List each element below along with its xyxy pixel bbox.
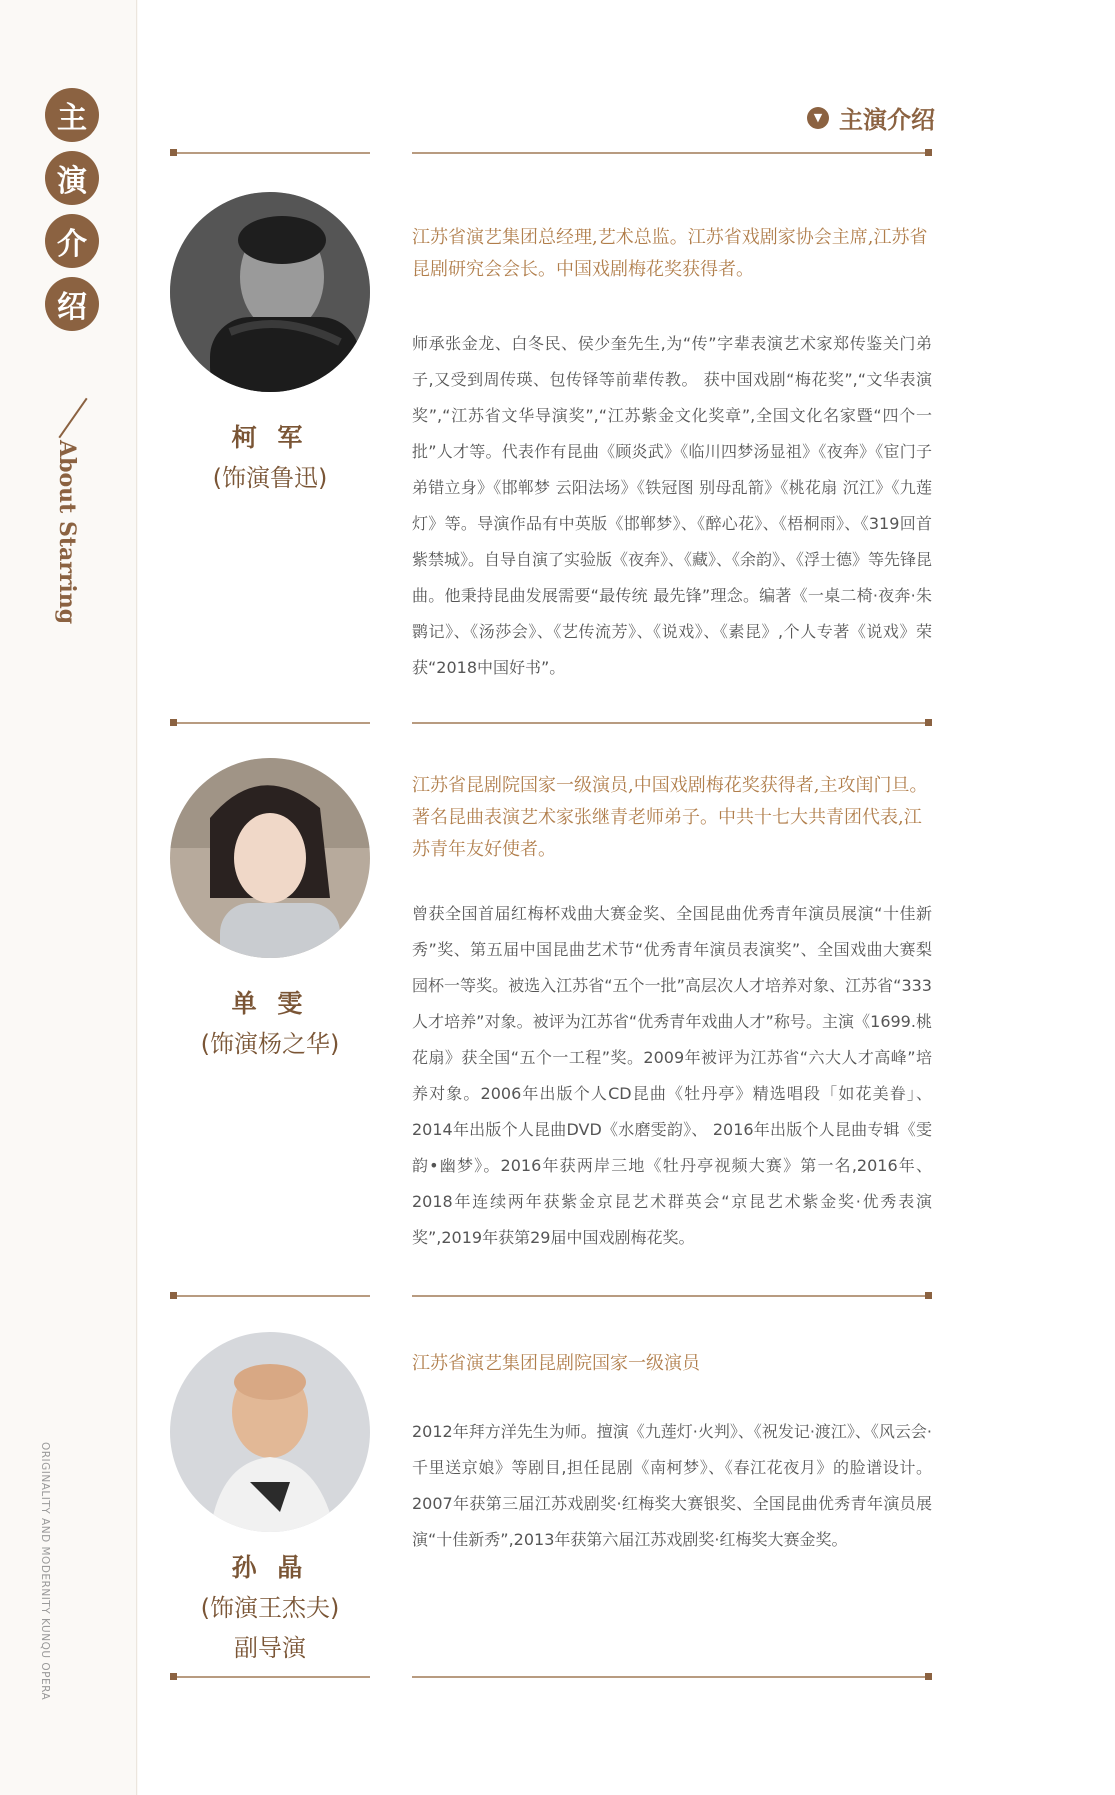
performer-intro: 江苏省演艺集团总经理,艺术总监。江苏省戏剧家协会主席,江苏省昆剧研究会会长。中国戏剧梅花奖获得者。 <box>412 227 928 280</box>
avatar-shan-wen <box>170 758 370 958</box>
performer-intro: 江苏省昆剧院国家一级演员,中国戏剧梅花奖获得者,主攻闺门旦。著名昆曲表演艺术家张继青老师弟子。中共十七大共青团代表,江苏青年友好使者。 <box>412 775 928 860</box>
divider-dot <box>925 1292 932 1299</box>
performer-name: 单 雯 <box>231 989 309 1018</box>
section-title <box>807 100 935 135</box>
performer-role: (饰演王杰夫) <box>200 1594 340 1622</box>
divider-dot <box>925 719 932 726</box>
section-title-text: 主演介绍 <box>839 106 935 134</box>
performer-name: 柯 军 <box>231 423 309 452</box>
divider-dot <box>925 1673 932 1680</box>
divider-left-3 <box>170 1295 370 1297</box>
divider-dot <box>170 719 177 726</box>
title-char-3: 介 <box>45 214 99 268</box>
divider-left-4 <box>170 1676 370 1678</box>
divider-dot <box>170 1292 177 1299</box>
performer-role: (饰演杨之华) <box>200 1030 340 1058</box>
title-char-2: 演 <box>45 151 99 205</box>
footer-vertical-text: ORIGINALITY AND MODERNITY KUNQU OPERA <box>39 1442 51 1701</box>
performer-bio: 曾获全国首届红梅杯戏曲大赛金奖、全国昆曲优秀青年演员展演“十佳新秀”奖、第五届中国昆曲艺术节“优秀青年演员表演奖”、全国戏曲大赛梨园杯一等奖。被选入江苏省“五个一批”高层次人才培养对象、江苏省“333人才培养”对象。被评为江苏省“优秀青年戏曲人才”称号。主演《1699.桃花扇》获全国“五个一工程”奖。2009年被评为江苏省“六大人才高峰”培养对象。2006年出版个人CD昆曲《牡丹亭》精选唱段「如花美眷」、2014年出版个人昆曲DVD《水磨雯韵》、 2016年出版个人昆曲专辑《雯韵•幽梦》。2016年获两岸三地《牡丹亭视频大赛》第一名,2016年、2018年连续两年获紫金京昆艺术群英会“京昆艺术紫金奖·优秀表演奖”,2019年获第29届中国戏剧梅花奖。 <box>412 904 932 1247</box>
divider-dot <box>170 1673 177 1680</box>
divider-dot <box>925 149 932 156</box>
avatar-sun-jing <box>170 1332 370 1532</box>
divider-left-1 <box>170 152 370 154</box>
performer-role-secondary: 副导演 <box>234 1634 306 1662</box>
sidebar-background <box>0 0 138 1795</box>
chevron-down-icon: ▼ <box>807 107 829 129</box>
english-title: About Starring <box>54 440 80 625</box>
title-char-4: 绍 <box>45 277 99 331</box>
divider-left-2 <box>170 722 370 724</box>
divider-right-3 <box>412 1295 932 1297</box>
divider-dot <box>170 149 177 156</box>
sidebar-divider <box>136 0 137 1795</box>
title-char-1: 主 <box>45 88 99 142</box>
divider-right-4 <box>412 1676 932 1678</box>
performer-name: 孙 晶 <box>231 1553 309 1582</box>
performer-role: (饰演鲁迅) <box>212 464 328 492</box>
avatar-ke-jun <box>170 192 370 392</box>
divider-right-2 <box>412 722 932 724</box>
performer-bio: 2012年拜方洋先生为师。擅演《九莲灯·火判》、《祝发记·渡江》、《风云会·千里送京娘》等剧目,担任昆剧《南柯梦》、《春江花夜月》的脸谱设计。2007年获第三届江苏戏剧奖·红梅奖大赛银奖、全国昆曲优秀青年演员展演“十佳新秀”,2013年获第六届江苏戏剧奖·红梅奖大赛金奖。 <box>412 1422 932 1549</box>
performer-intro: 江苏省演艺集团昆剧院国家一级演员 <box>412 1353 700 1374</box>
divider-right-1 <box>412 152 932 154</box>
performer-bio: 师承张金龙、白冬民、侯少奎先生,为“传”字辈表演艺术家郑传鉴关门弟子,又受到周传瑛、包传铎等前辈传教。 获中国戏剧“梅花奖”,“文华表演奖”,“江苏省文华导演奖”,“江苏紫金文化奖章”,全国文化名家暨“四个一批”人才等。代表作有昆曲《顾炎武》《临川四梦汤显祖》《夜奔》《宦门子弟错立身》《邯郸梦 云阳法场》《铁冠图 别母乱箭》《桃花扇 沉江》《九莲灯》等。导演作品有中英版《邯郸梦》、《醉心花》、《梧桐雨》、《319回首紫禁城》。自导自演了实验版《夜奔》、《藏》、《余韵》、《浮士德》等先锋昆曲。他秉持昆曲发展需要“最传统 最先锋”理念。编著《一桌二椅·夜奔·朱鹮记》、《汤莎会》、《艺传流芳》、《说戏》、《素昆》,个人专著《说戏》荣获“2018中国好书”。 <box>412 334 933 677</box>
